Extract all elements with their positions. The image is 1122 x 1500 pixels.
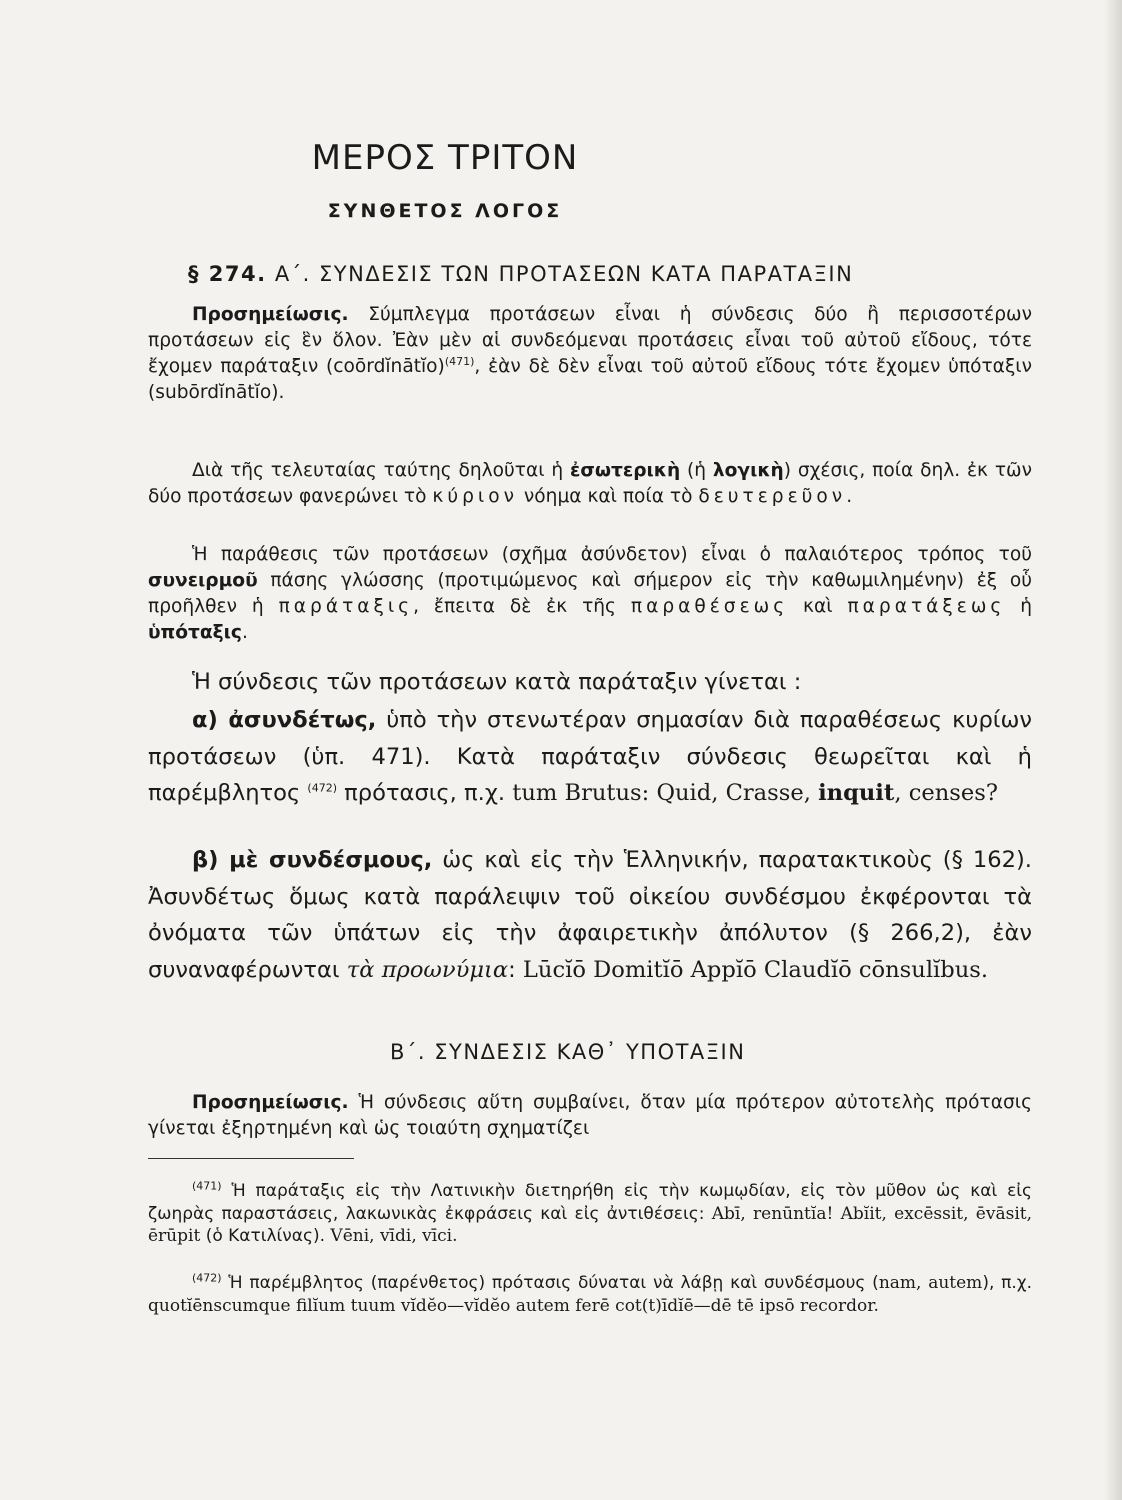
footnote-ref-471: (471): [444, 354, 475, 368]
footnote-472: [148, 1272, 1032, 1317]
spaced-term: δευτερεῦον: [698, 486, 847, 507]
paragraph-text: Σύμπλεγμα προτάσεων εἶναι ἡ σύνδεσις δύο ἢ περισσοτέρων προτάσεων εἰς ἓν ὅλον. Ἐὰν μὲν αἱ συνδεόμεναι προτάσεις εἶναι τοῦ αὐτοῦ εἴδους, τότε ἔχομεν παράταξιν (coōrdĭnātĭo): [148, 304, 1032, 377]
paragraph-text: πάσης γλώσσης (προτιμώμενος καὶ σήμερον εἰς τὴν καθωμιλημένην) ἐξ οὗ προῆλθεν ἡ: [148, 570, 1032, 617]
part-title: ΜΕΡΟΣ ΤΡΙΤΟΝ: [311, 138, 579, 178]
paragraph-text: :: [508, 956, 523, 983]
part-subtitle: ΣΥΝΘΕΤΟΣ ΛΟΓΟΣ: [327, 200, 563, 222]
footnote-text: Ἡ παρέμβλητος (παρένθετος) πρότασις δύναται νὰ λάβῃ καὶ συνδέσμους (: [221, 1273, 879, 1293]
bold-term: συνειρμοῦ: [148, 570, 258, 591]
paragraph-text: (ἡ: [680, 460, 713, 481]
spaced-term: κύριον: [432, 486, 518, 507]
latin-example: Vēni, vīdi, vīci.: [330, 1226, 458, 1246]
paragraph-text: ) σχέσις, ποία δηλ. ἐκ τῶν δύο προτάσεων φανερώνει τὸ: [148, 460, 1032, 507]
paragraph-intro-list: Ἡ σύνδεσις τῶν προτάσεων κατὰ παράταξιν γίνεται :: [192, 669, 802, 695]
paragraph-text: πρότασις, π.χ.: [337, 780, 513, 806]
spaced-term: παρατάξεως: [847, 596, 1006, 617]
section-heading-a: [188, 262, 1038, 286]
footnote-marker: (471): [192, 1179, 222, 1193]
italic-term: τὰ προωνύμια: [346, 956, 509, 983]
list-label-a: α) ἀσυνδέτως,: [192, 707, 377, 733]
footnote-text: (ὁ Κατιλίνας).: [200, 1226, 331, 1246]
footnote-rule: [148, 1158, 354, 1159]
bold-term: ὑπόταξις: [148, 622, 242, 643]
paragraph-inner-relation: [148, 458, 1032, 510]
latin-example: Abī, renūntĭa! Abĭit, excēssit, ēvāsit, ērūpit: [148, 1203, 1032, 1246]
paragraph-text: Διὰ τῆς τελευταίας ταύτης δηλοῦται ἡ: [192, 460, 570, 481]
paragraph-text: Ἡ σύνδεσις αὕτη συμβαίνει, ὅταν μία πρότερον αὐτοτελὴς πρότασις γίνεται ἐξηρτημένη καὶ ὡς τοιαύτη σχηματίζει: [148, 1092, 1032, 1139]
paragraph-parathesis: [148, 542, 1032, 646]
section-title-a: Α΄. ΣΥΝΔΕΣΙΣ ΤΩΝ ΠΡΟΤΑΣΕΩΝ ΚΑΤΑ ΠΑΡΑΤΑΞΙΝ: [274, 262, 854, 286]
paragraph-syndesmoi: [148, 842, 1032, 988]
spaced-term: παράταξις: [278, 596, 414, 617]
footnote-text: Ἡ παράταξις εἰς τὴν Λατινικὴν διετηρήθη εἰς τὴν κωμῳδίαν, εἰς τὸν μῦθον ὡς καὶ εἰς ζωηρὰς παραστάσεις, λακωνικὰς ἐκφράσεις καὶ εἰς ἀντιθέσεις:: [148, 1181, 1032, 1224]
latin-example: , censes?: [894, 780, 998, 806]
paragraph-prosimeiosis-b: [148, 1090, 1032, 1142]
footnote-marker: (472): [192, 1271, 222, 1285]
section-heading-b: Β΄. ΣΥΝΔΕΣΙΣ ΚΑΘ᾽ ΥΠΟΤΑΞΙΝ: [390, 1040, 746, 1064]
latin-bold: inquit: [818, 780, 895, 806]
paragraph-asyndetos: [148, 702, 1032, 812]
latin-example: nam, autem: [878, 1273, 983, 1293]
footnote-text: ), π.χ.: [982, 1273, 1032, 1293]
paragraph-label: Προσημείωσις.: [192, 304, 349, 325]
page-edge-shadow: [1104, 0, 1122, 1500]
paragraph-text: ὑπὸ τὴν στενωτέραν σημασίαν διὰ παραθέσεως κυρίων προτάσεων (ὑπ. 471). Κατὰ παράταξιν σύνδεσις θεωρεῖται καὶ ἡ παρέμβλητος: [148, 707, 1032, 806]
spaced-term: παραθέσεως: [630, 596, 789, 617]
section-number: § 274.: [188, 262, 267, 286]
paragraph-text: καὶ: [788, 596, 848, 617]
latin-example: tum Brutus: Quid, Crasse,: [512, 780, 819, 806]
latin-example: quotĭēnscumque filĭum tuum vĭdĕo—vĭdĕo autem ferē cot(t)īdĭē—dē tē ipsō recordor.: [148, 1295, 879, 1316]
paragraph-text: Ἡ παράθεσις τῶν προτάσεων (σχῆμα ἀσύνδετον) εἶναι ὁ παλαιότερος τρόπος τοῦ: [192, 544, 1032, 565]
paragraph-text: ὡς καὶ εἰς τὴν Ἑλληνικήν, παρατακτικοὺς (§ 162). Ἀσυνδέτως ὅμως κατὰ παράλειψιν τοῦ οἰκείου συνδέσμου ἐκφέρονται τὰ ὀνόματα τῶν ὑπάτων εἰς τὴν ἀφαιρετικὴν ἀπόλυτον (§ 266,2), ἐὰν συναναφέρωνται: [148, 847, 1032, 983]
bold-term: ἐσωτερικὴ: [569, 460, 681, 481]
latin-example: Lūcĭō Domitĭō Appĭō Claudĭō cōnsulĭbus.: [522, 956, 989, 983]
footnote-471: [148, 1180, 1032, 1248]
list-label-b: β) μὲ συνδέσμους,: [192, 847, 433, 873]
bold-term: λογικὴ: [712, 460, 784, 481]
paragraph-label: Προσημείωσις.: [192, 1092, 349, 1113]
paragraph-text: .: [846, 486, 853, 507]
paragraph-text: νόημα καὶ ποία τὸ: [517, 486, 699, 507]
paragraph-text: , ἔπειτα δὲ ἐκ τῆς: [413, 596, 631, 617]
paragraph-prosimeiosis-a: [148, 302, 1032, 406]
footnote-ref-472: (472): [307, 781, 337, 795]
paragraph-text: , ἐὰν δὲ δὲν εἶναι τοῦ αὐτοῦ εἴδους τότε ἔχομεν ὑπόταξιν (subōrdĭnātĭo).: [148, 356, 1032, 403]
paragraph-text: ἡ: [1005, 596, 1033, 617]
paragraph-text: .: [241, 622, 248, 643]
